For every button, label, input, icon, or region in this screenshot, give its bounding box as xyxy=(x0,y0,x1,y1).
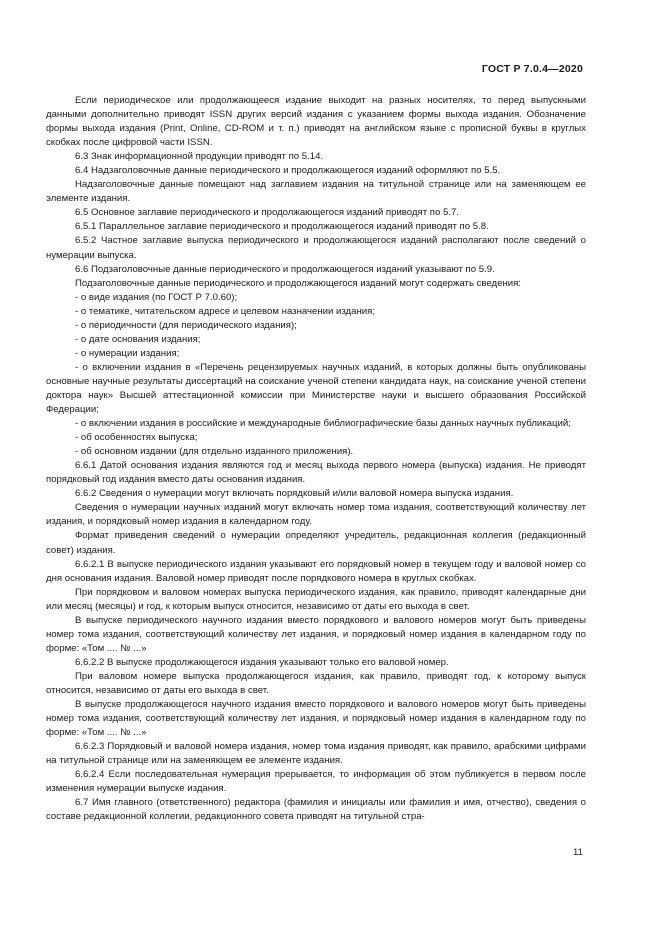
list-item: - о нумерации издания; xyxy=(75,347,180,359)
body-text xyxy=(46,94,586,824)
paragraph: При порядковом и валовом номерах выпуска периодического издания, как правило, приводят календарные дни или месяц (месяцы) и год, к которым выпуск относится, независимо от даты его выхода в свет. xyxy=(46,586,586,612)
paragraph: Формат приведения сведений о нумерации определяют учредитель, редакционная коллегия (редакционный совет) издания. xyxy=(46,530,586,556)
paragraph: 6.6.2 Сведения о нумерации могут включать порядковый и/или валовой номера выпуска издания. xyxy=(75,488,514,500)
paragraph: 6.3 Знак информационной продукции приводят по 5.14. xyxy=(75,151,324,163)
paragraph: В выпуске продолжающегося научного издания вместо порядкового и валового номеров могут быть приведены номер тома издания, соответствующий количеству лет издания, и порядковый номер издания в календарном году по форме: «Том .... № ...» xyxy=(46,699,586,739)
paragraph: Надзаголовочные данные помещают над заглавием издания на титульной странице или на заменяющем ее элементе издания. xyxy=(46,179,586,205)
list-item: - об основном издании (для отдельно изданного приложения). xyxy=(75,446,354,458)
list-item: - о виде издания (по ГОСТ Р 7.0.60); xyxy=(75,291,238,303)
paragraph: 6.6 Подзаголовочные данные периодического и продолжающегося изданий указывают по 5.9. xyxy=(75,263,495,275)
paragraph: 6.6.2.4 Если последовательная нумерация прерывается, то информация об этом публикуется в первом после изменения нумерации выпуске издания. xyxy=(46,769,586,795)
paragraph: 6.7 Имя главного (ответственного) редактора (фамилия и инициалы или фамилия и имя, отчество), сведения о составе редакционной коллегии, редакционного совета приводят на титульной стра- xyxy=(46,797,586,823)
paragraph: При валовом номере выпуска продолжающегося издания, как правило, приводят год, к которому выпуск относится, независимо от даты его выхода в свет. xyxy=(46,670,586,696)
paragraph: 6.5.1 Параллельное заглавие периодического и продолжающегося изданий приводят по 5.8. xyxy=(75,221,489,233)
paragraph: 6.6.2.1 В выпуске периодического издания указывают его порядковый номер в текущем году и валовой номер со дня основания издания. Валовой номер приводят после порядкового номера в круглых скобках. xyxy=(46,558,586,584)
paragraph: Подзаголовочные данные периодического и продолжающегося изданий могут содержать сведения: xyxy=(75,277,521,289)
list-item: - о периодичности (для периодического издания); xyxy=(75,319,297,331)
list-item: - о включении издания в российские и международные библиографические базы данных научных публикаций; xyxy=(75,418,571,430)
paragraph: Если периодическое или продолжающееся издание выходит на разных носителях, то перед выпускными данными дополнительно приводят ISSN других версий издания с указанием формы выхода издания. Обозначение формы выхода издания (Print, Online, CD-ROM и т. п.) приводят на английском языке с прописной буквы в круглых скобках после цифровой части ISSN. xyxy=(46,95,586,149)
paragraph: 6.6.1 Датой основания издания являются год и месяц выхода первого номера (выпуска) издания. Не приводят порядковый год издания вместо даты основания издания. xyxy=(46,460,586,486)
paragraph: Сведения о нумерации научных изданий могут включать номер тома издания, соответствующий количеству лет издания, и порядковый номер издания в календарном году. xyxy=(46,502,586,528)
paragraph: 6.4 Надзаголовочные данные периодического и продолжающегося изданий оформляют по 5.5. xyxy=(75,165,501,177)
paragraph: 6.5 Основное заглавие периодического и продолжающегося изданий приводят по 5.7. xyxy=(75,207,459,219)
list-item: - о тематике, читательском адресе и целевом назначении издания; xyxy=(75,305,376,317)
paragraph: 6.6.2.2 В выпуске продолжающегося издания указывают только его валовой номер. xyxy=(75,656,449,668)
document-code: ГОСТ Р 7.0.4—2020 xyxy=(481,63,583,75)
list-item: - о дате основания издания; xyxy=(75,333,201,345)
paragraph: 6.5.2 Частное заглавие выпуска периодического и продолжающегося изданий располагают после сведений о нумерации выпуска. xyxy=(46,235,586,261)
list-item: - о включении издания в «Перечень рецензируемых научных изданий, в которых должны быть опубликованы основные научные результаты диссертаций на соискание ученой степени кандидата наук, на соискание ученой степени доктора наук» Высшей аттестационной комиссии при Министерстве науки и высшего образования Российской Федерации; xyxy=(46,361,586,416)
paragraph: 6.6.2.3 Порядковый и валовой номера издания, номер тома издания приводят, как правило, арабскими цифрами на титульной странице или на заменяющем ее элементе издания. xyxy=(46,741,586,767)
page-number: 11 xyxy=(573,847,583,858)
list-item: - об особенностях выпуска; xyxy=(75,432,198,444)
paragraph: В выпуске периодического научного издания вместо порядкового и валового номеров могут быть приведены номер тома издания, соответствующий количеству лет издания, и порядковый номер издания в календарном году по форме: «Том .... № ...» xyxy=(46,614,586,654)
